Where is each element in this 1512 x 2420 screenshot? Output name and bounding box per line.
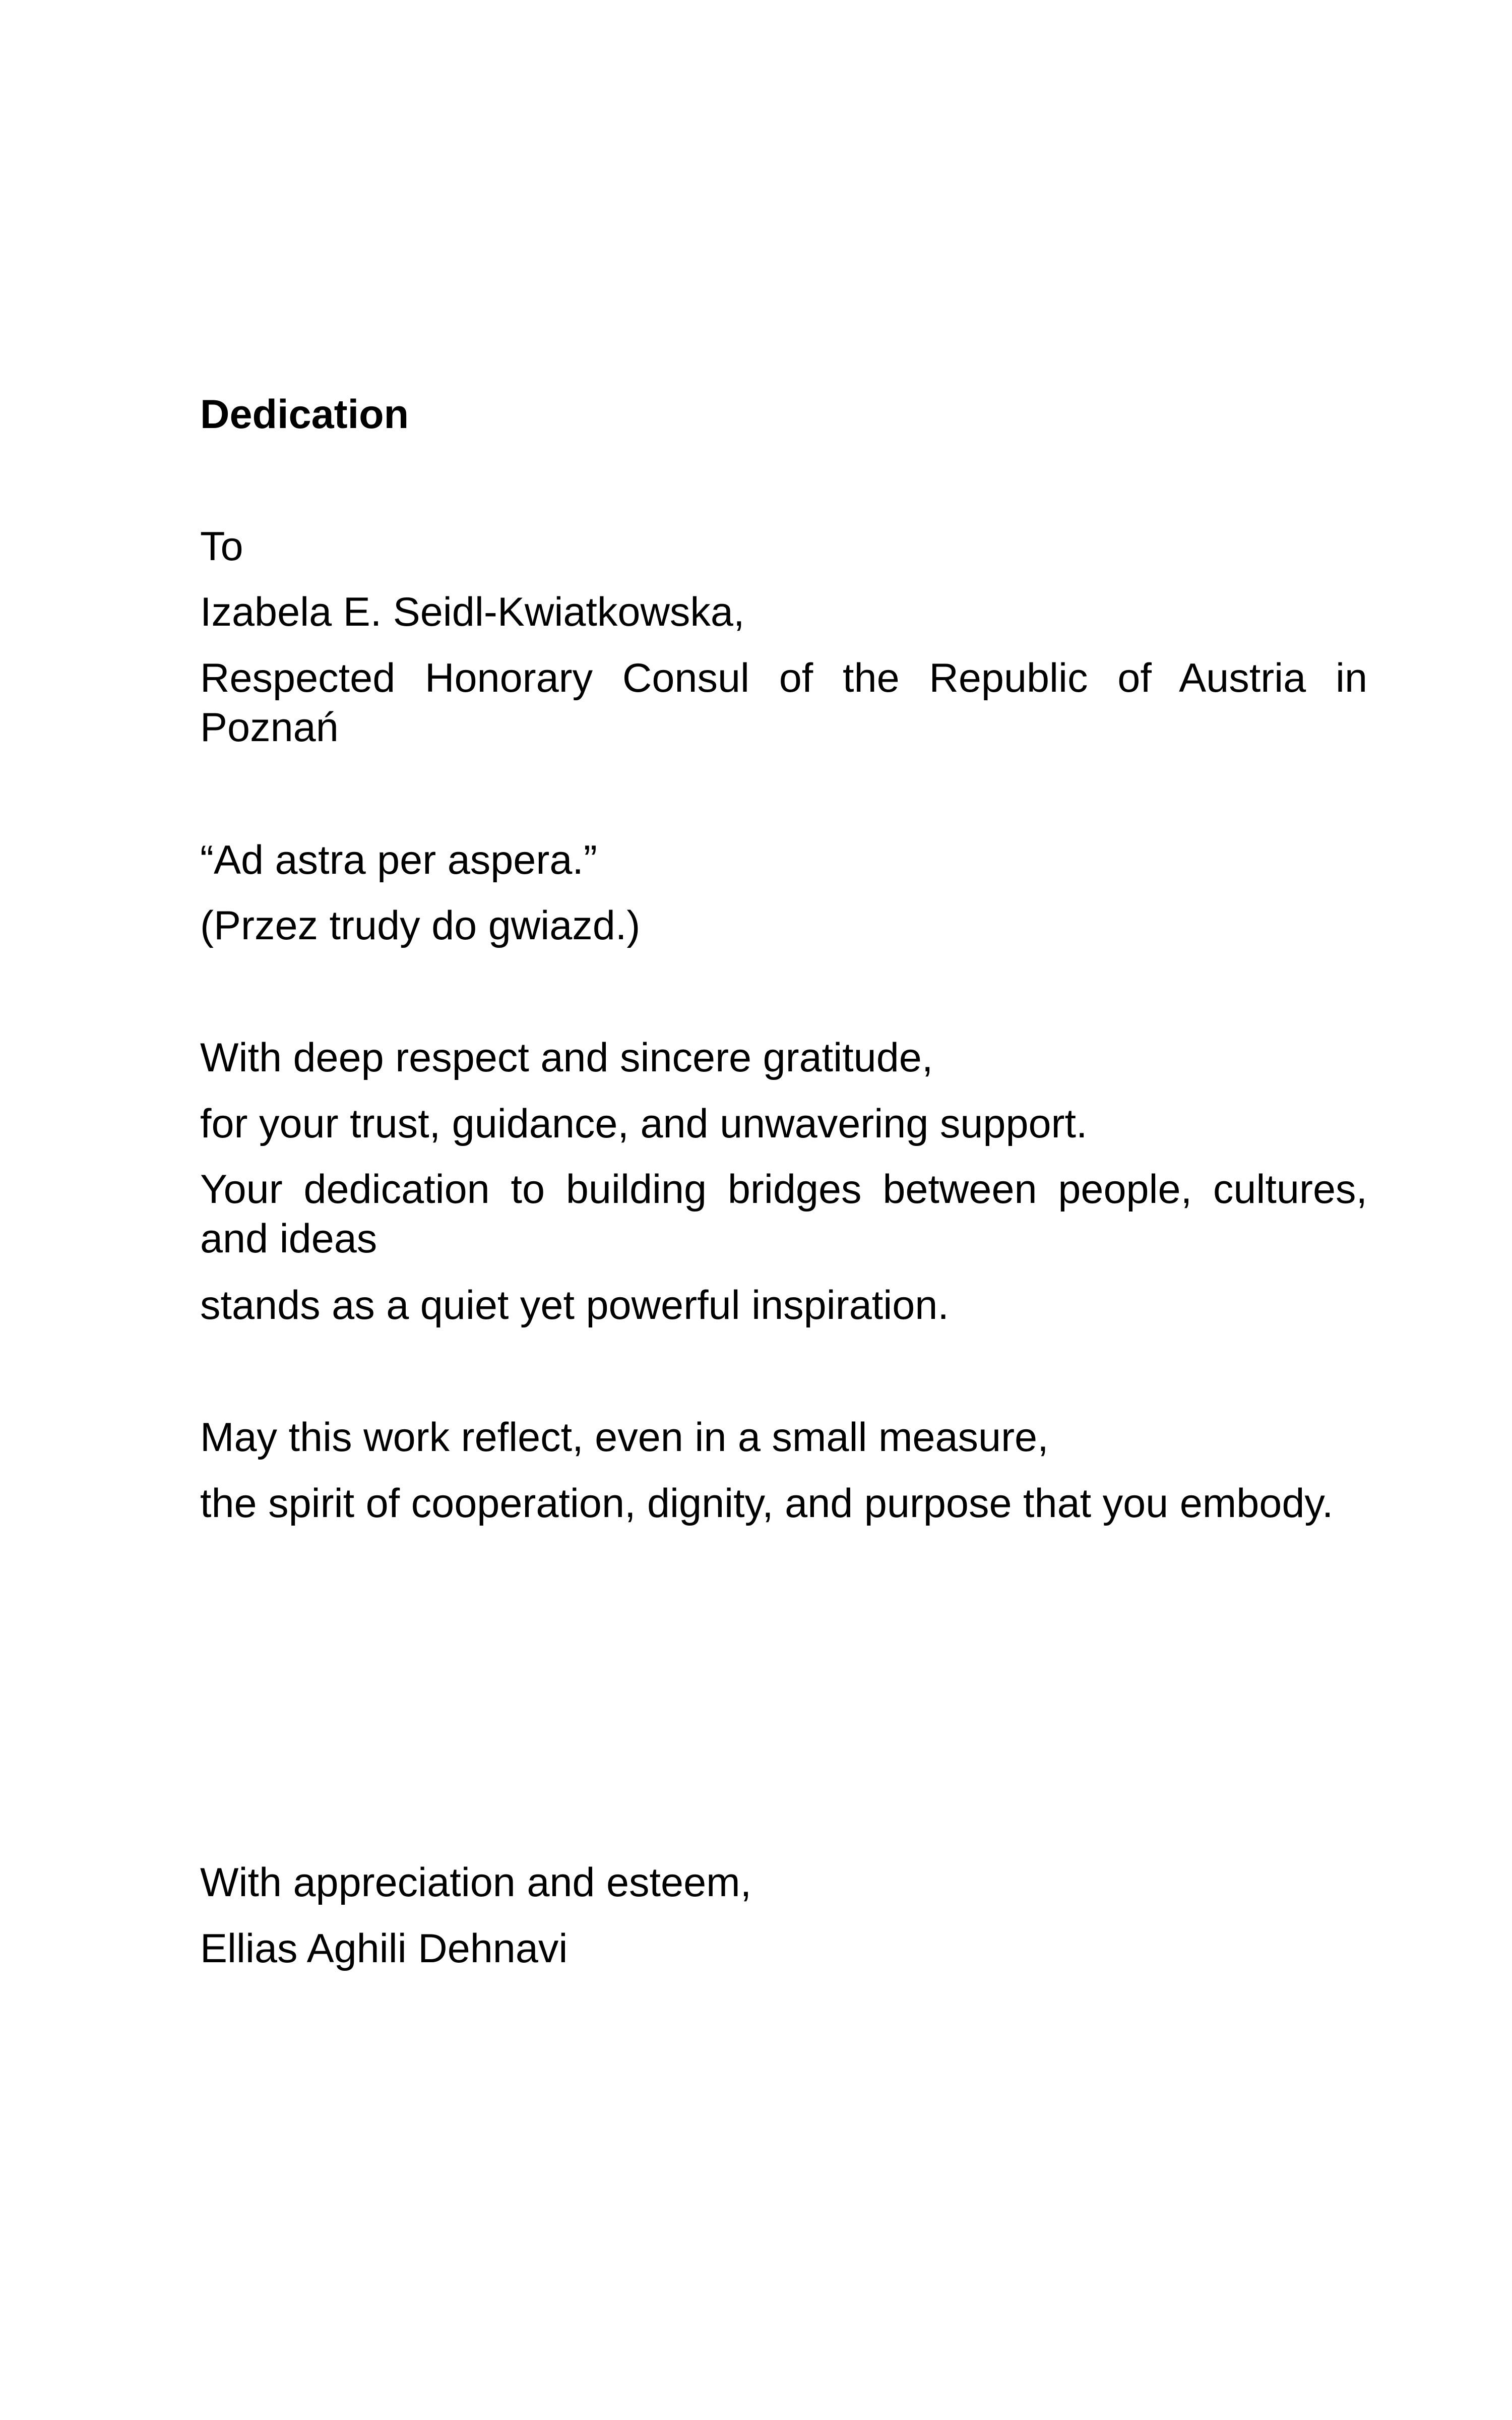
- paragraph-1-line-3: Your dedication to building bridges between people, cultures, and ideas: [200, 1167, 1367, 1261]
- paragraph-1-line-2: for your trust, guidance, and unwavering support.: [200, 1101, 1088, 1146]
- recipient-title: Respected Honorary Consul of the Republic of Austria in Poznań: [200, 655, 1367, 750]
- quote-polish: (Przez trudy do gwiazd.): [200, 903, 641, 948]
- closing-line: With appreciation and esteem,: [200, 1860, 752, 1905]
- paragraph-2-line-1: May this work reflect, even in a small measure,: [200, 1415, 1049, 1460]
- paragraph-2-line-2: the spirit of cooperation, dignity, and purpose that you embody.: [200, 1481, 1334, 1526]
- paragraph-1-line-1: With deep respect and sincere gratitude,: [200, 1035, 933, 1080]
- recipient-name: Izabela E. Seidl-Kwiatkowska,: [200, 589, 745, 635]
- quote-latin: “Ad astra per aspera.”: [200, 837, 597, 883]
- paragraph-1-line-4: stands as a quiet yet powerful inspiration.: [200, 1283, 949, 1328]
- salutation-to: To: [200, 524, 243, 569]
- signature: Ellias Aghili Dehnavi: [200, 1926, 568, 1971]
- page-title: Dedication: [200, 392, 409, 437]
